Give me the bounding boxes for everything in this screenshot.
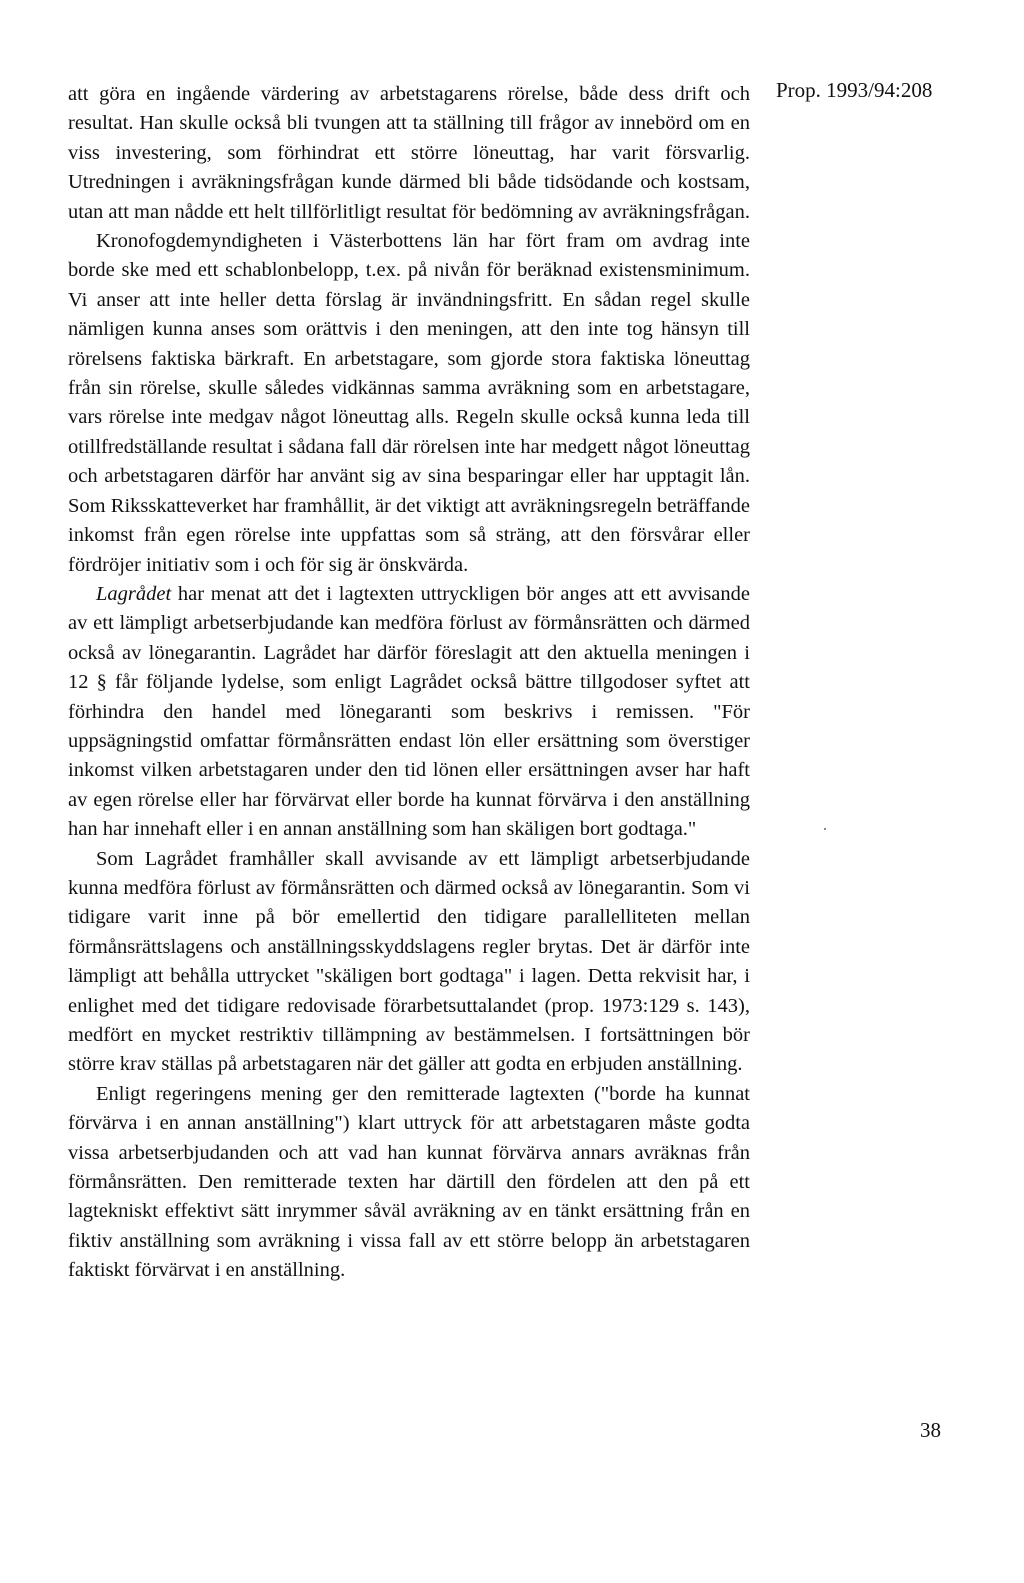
page-number: 38 [920, 1418, 941, 1442]
paragraph-2 [68, 227, 750, 580]
paragraph-text: att göra en ingående värdering av arbetstagarens rörelse, både dess drift och resultat. Han skulle också bli tvungen att ta ställning till frågor av innebörd om en viss investering, som förhindrat ett större löneuttag, har varit försvarlig. Utredningen i avräkningsfrågan kunde därmed bli både tidsödande och kostsam, utan att man nådde ett helt tillförlitligt resultat för bedömning av avräkningsfrågan. [68, 83, 750, 223]
scan-speck [824, 828, 826, 830]
paragraph-text: Som Lagrådet framhåller skall avvisande av ett lämpligt arbetserbjudande kunna medföra förlust av förmånsrätten och därmed också av lönegarantin. Som vi tidigare varit inne på bör emellertid den tidigare parallelliteten mellan förmånsrättslagens och anställningsskyddslagens regler brytas. Det är därför inte lämpligt att behålla uttrycket "skäligen bort godtaga" i lagen. Detta rekvisit har, i enlighet med det tidigare redovisade förarbetsuttalandet (prop. 1973:129 s. 143), medfört en mycket restriktiv tillämpning av bestämmelsen. I fortsättningen bör större krav ställas på arbetstagaren när det gäller att godta en erbjuden anställning. [68, 847, 750, 1076]
paragraph-3 [68, 580, 750, 845]
paragraph-4 [68, 845, 750, 1080]
document-reference: Prop. 1993/94:208 [776, 78, 933, 102]
paragraph-1 [68, 80, 750, 227]
paragraph-text: har menat att det i lagtexten uttryckligen bör anges att ett avvisande av ett lämpligt arbetserbjudande kan medföra förlust av förmånsrätten och därmed också av lönegarantin. Lagrådet har därför föreslagit att den aktuella meningen i 12 § får följande lydelse, som enligt Lagrådet också bättre tillgodoser syftet att förhindra den handel med lönegaranti som beskrivs i remissen. "För uppsägningstid omfattar förmånsrätten endast lön eller ersättning som överstiger inkomst vilken arbetstagaren under den tid lönen eller ersättningen avser har haft av egen rörelse eller har förvärvat eller borde ha kunnat förvärva i den anställning han har innehaft eller i en annan anställning som han skäligen bort godtaga." [68, 582, 750, 841]
body-text [68, 80, 750, 1286]
paragraph-lead-italic: Lagrådet [96, 582, 172, 605]
paragraph-5 [68, 1080, 750, 1286]
paragraph-text: Enligt regeringens mening ger den remitterade lagtexten ("borde ha kunnat förvärva i en annan anställning") klart uttryck för att arbetstagaren måste godta vissa arbetserbjudanden och att vad han kunnat förvärva annars avräknas från förmånsrätten. Den remitterade texten har därtill den fördelen att den på ett lagtekniskt effektivt sätt inrymmer såväl avräkning av en tänkt ersättning från en fiktiv anställning som avräkning i vissa fall av ett större belopp än arbetstagaren faktiskt förvärvat i en anställning. [68, 1082, 750, 1282]
paragraph-text: Kronofogdemyndigheten i Västerbottens län har fört fram om avdrag inte borde ske med ett schablonbelopp, t.ex. på nivån för beräknad existensminimum. Vi anser att inte heller detta förslag är invändningsfritt. En sådan regel skulle nämligen kunna anses som orättvis i den meningen, att den inte tog hänsyn till rörelsens faktiska bärkraft. En arbetstagare, som gjorde stora faktiska löneuttag från sin rörelse, skulle således vidkännas samma avräkning som en arbetstagare, vars rörelse inte medgav något löneuttag alls. Regeln skulle också kunna leda till otillfredställande resultat i sådana fall där rörelsen inte har medgett något löneuttag och arbetstagaren därför har använt sig av sina besparingar eller har upptagit lån. Som Riksskatteverket har framhållit, är det viktigt att avräkningsregeln beträffande inkomst från egen rörelse inte uppfattas som så sträng, att den försvårar eller fördröjer initiativ som i och för sig är önskvärda. [68, 230, 750, 576]
